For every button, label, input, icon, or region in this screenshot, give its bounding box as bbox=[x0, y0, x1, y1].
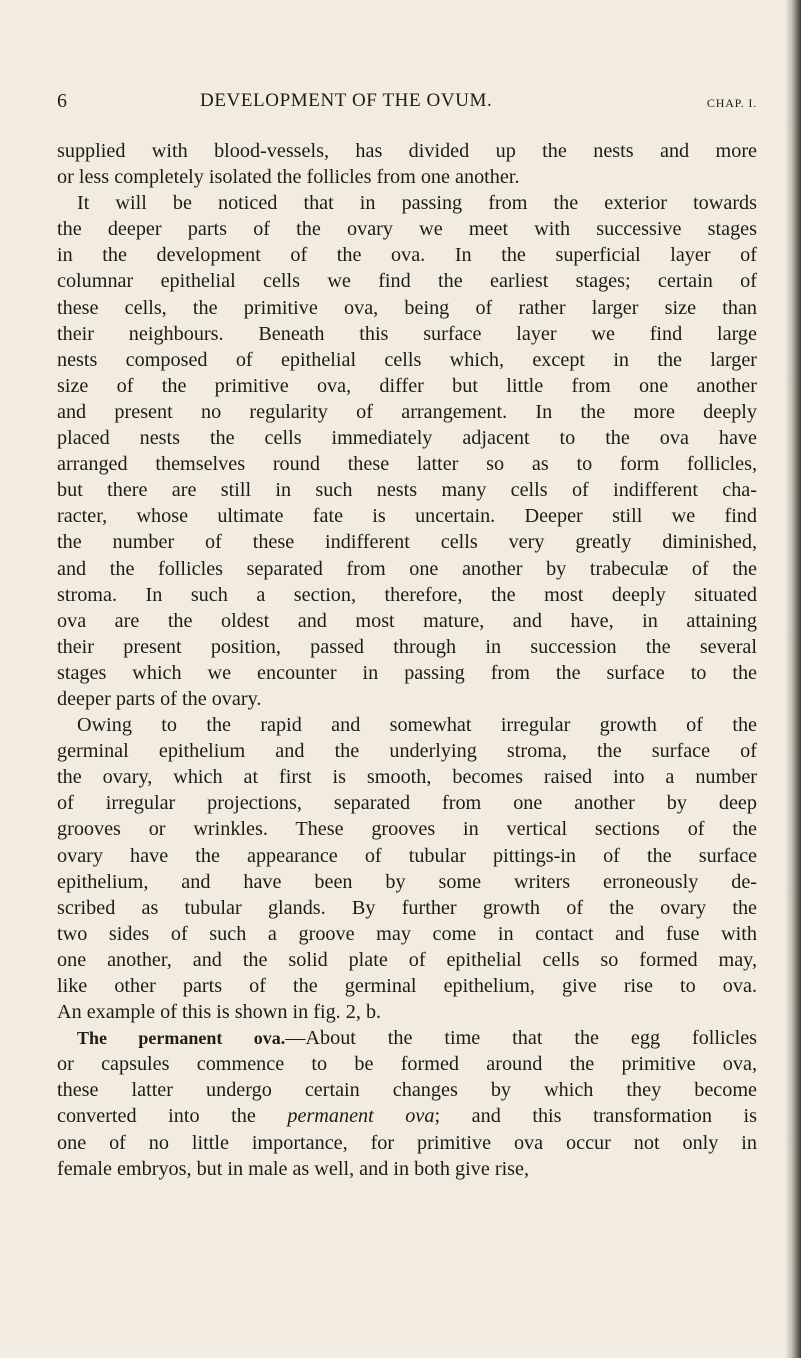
body-text bbox=[57, 138, 757, 1182]
text-line: grooves or wrinkles. These grooves in vertical sections of the bbox=[57, 818, 757, 841]
running-title: DEVELOPMENT OF THE OVUM. bbox=[200, 90, 493, 111]
text-line: the ovary, which at first is smooth, becomes raised into a number bbox=[57, 766, 757, 789]
text-line: the deeper parts of the ovary we meet with successive stages bbox=[57, 218, 757, 241]
text-fragment: —About the time that the egg follicles bbox=[285, 1027, 758, 1050]
text-line: these latter undergo certain changes by which they become bbox=[57, 1079, 757, 1102]
italic-term: permanent ova bbox=[287, 1105, 435, 1128]
text-fragment: ; and this transformation is bbox=[434, 1105, 757, 1128]
text-line: one of no little importance, for primitive ova occur not only in bbox=[57, 1131, 757, 1154]
page-number: 6 bbox=[57, 90, 67, 112]
text-line: the number of these indifferent cells very greatly diminished, bbox=[57, 531, 757, 554]
text-line: It will be noticed that in passing from the exterior towards bbox=[77, 192, 757, 215]
page-edge-shadow bbox=[785, 0, 801, 1358]
text-line: in the development of the ova. In the superficial layer of bbox=[57, 244, 757, 267]
section-heading-line bbox=[57, 1025, 757, 1051]
text-line: An example of this is shown in fig. 2, b. bbox=[57, 1001, 382, 1024]
chapter-label: CHAP. I. bbox=[706, 96, 757, 110]
text-fragment: converted into the bbox=[57, 1105, 288, 1128]
text-line: placed nests the cells immediately adjacent to the ova have bbox=[57, 427, 757, 450]
text-line: but there are still in such nests many cells of indifferent cha- bbox=[57, 479, 757, 502]
text-line: like other parts of the germinal epithelium, give rise to ova. bbox=[57, 975, 757, 997]
text-line: and the follicles separated from one another by trabeculæ of the bbox=[57, 557, 757, 580]
text-line: or capsules commence to be formed around the primitive ova, bbox=[57, 1053, 757, 1076]
text-line: female embryos, but in male as well, and in both give rise, bbox=[57, 1157, 530, 1180]
text-line: of irregular projections, separated from one another by deep bbox=[57, 792, 757, 815]
text-line: stages which we encounter in passing from the surface to the bbox=[57, 661, 757, 684]
text-line: or less completely isolated the follicles from one another. bbox=[57, 166, 520, 189]
text-line: these cells, the primitive ova, being of rather larger size than bbox=[57, 296, 757, 319]
text-line: their neighbours. Beneath this surface layer we find large bbox=[57, 322, 757, 345]
text-line: columnar epithelial cells we find the earliest stages; certain of bbox=[57, 270, 757, 293]
text-line: ova are the oldest and most mature, and have, in attaining bbox=[57, 609, 757, 632]
text-line: deeper parts of the ovary. bbox=[57, 687, 262, 710]
text-line: epithelium, and have been by some writers erroneously de- bbox=[57, 870, 757, 893]
text-line: two sides of such a groove may come in contact and fuse with bbox=[57, 922, 757, 945]
text-line: nests composed of epithelial cells which, except in the larger bbox=[57, 348, 757, 371]
text-line: arranged themselves round these latter so as to form follicles, bbox=[57, 453, 757, 476]
section-heading: The permanent ova. bbox=[77, 1028, 286, 1049]
text-line: their present position, passed through in succession the several bbox=[57, 635, 757, 658]
text-line: stroma. In such a section, therefore, the most deeply situated bbox=[57, 583, 757, 606]
text-line: size of the primitive ova, differ but little from one another bbox=[57, 374, 757, 397]
text-line: scribed as tubular glands. By further growth of the ovary the bbox=[57, 896, 757, 919]
text-line: one another, and the solid plate of epithelial cells so formed may, bbox=[57, 948, 757, 971]
text-line-italic bbox=[57, 1103, 757, 1129]
text-line: ovary have the appearance of tubular pittings-in of the surface bbox=[57, 844, 757, 867]
text-line: supplied with blood-vessels, has divided up the nests and more bbox=[57, 140, 757, 162]
text-line: racter, whose ultimate fate is uncertain. Deeper still we find bbox=[57, 505, 757, 528]
text-line: Owing to the rapid and somewhat irregular growth of the bbox=[77, 714, 757, 737]
running-header bbox=[57, 89, 757, 113]
text-line: and present no regularity of arrangement. In the more deeply bbox=[57, 400, 757, 423]
text-line: germinal epithelium and the underlying stroma, the surface of bbox=[57, 740, 757, 763]
